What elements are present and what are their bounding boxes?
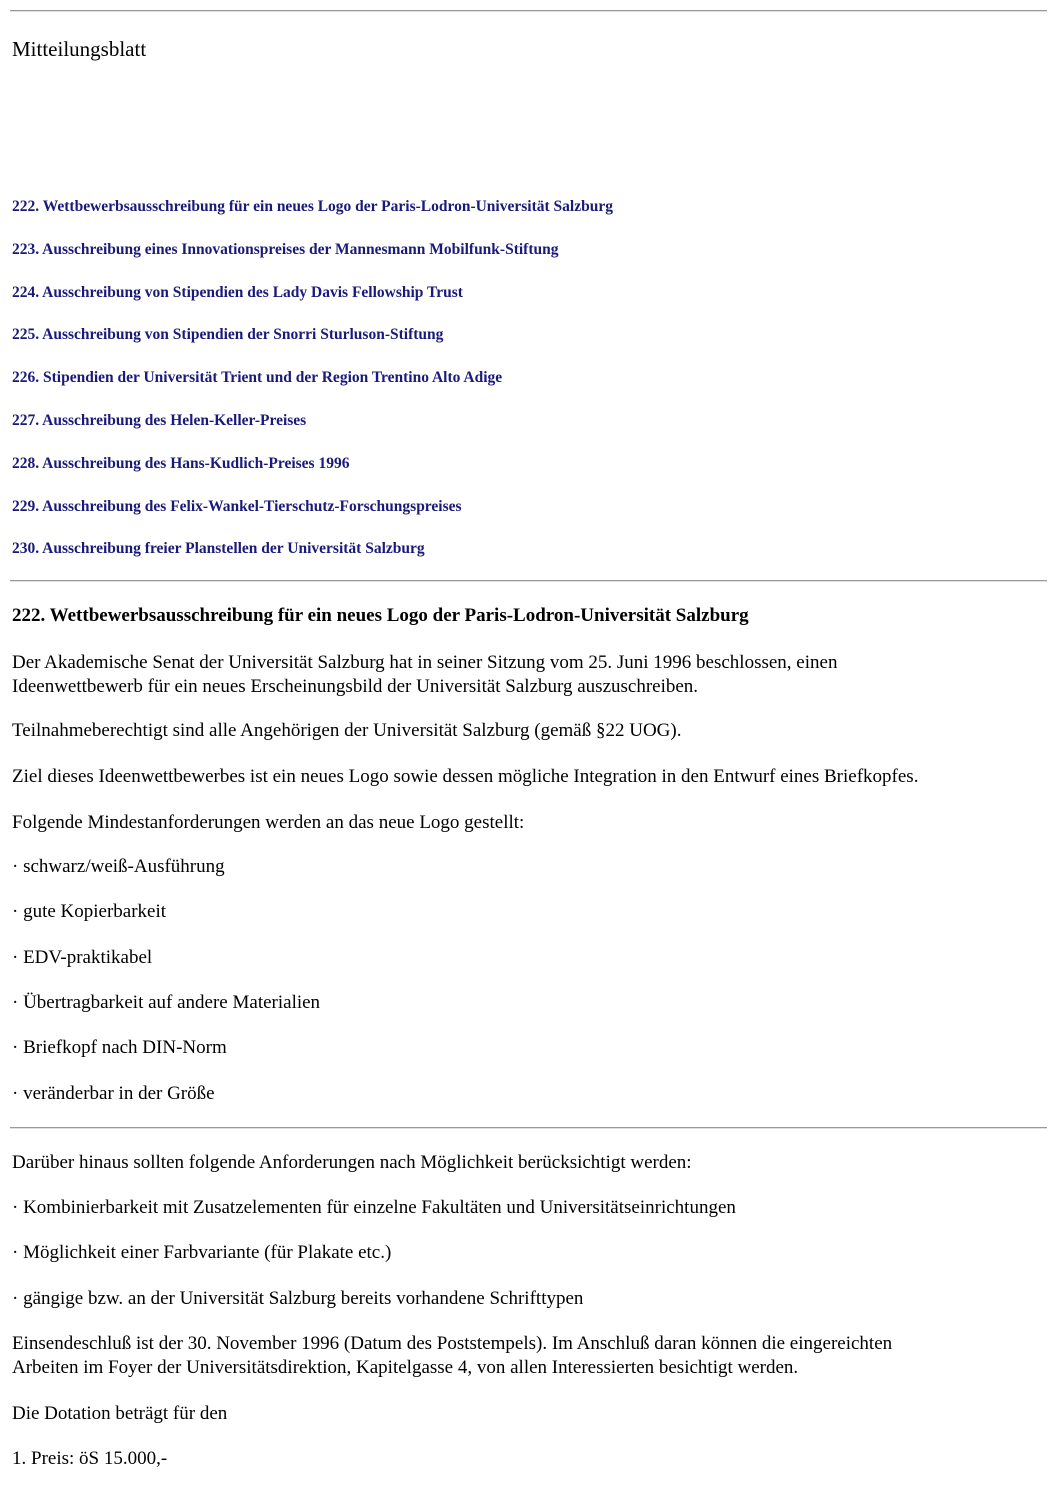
toc-item: [12, 325, 613, 368]
toc-link-229[interactable]: 229. Ausschreibung des Felix-Wankel-Tierschutz-Forschungspreises: [12, 497, 462, 515]
min-requirement-item: · schwarz/weiß-Ausführung: [12, 856, 225, 877]
dotation-text: Die Dotation beträgt für den: [12, 1403, 228, 1424]
page-title: Mitteilungsblatt: [12, 37, 147, 61]
toc-item: [12, 197, 613, 240]
toc-item: [12, 368, 613, 411]
additional-requirement-item: · gängige bzw. an der Universität Salzburg bereits vorhandene Schrifttypen: [12, 1288, 584, 1309]
toc-link-225[interactable]: 225. Ausschreibung von Stipendien der Snorri Sturluson-Stiftung: [12, 326, 444, 344]
table-of-contents: [12, 197, 613, 582]
goal-text: Ziel dieses Ideenwettbewerbes ist ein neues Logo sowie dessen mögliche Integration in den Entwurf eines Briefkopfes.: [12, 766, 919, 787]
intro-line-2: Ideenwettbewerb für ein neues Erscheinungsbild der Universität Salzburg auszuschreiben.: [12, 676, 699, 697]
toc-item: [12, 497, 613, 540]
additional-requirement-item: · Kombinierbarkeit mit Zusatzelementen für einzelne Fakultäten und Universitätseinrichtungen: [12, 1197, 736, 1218]
toc-item: [12, 539, 613, 582]
min-requirement-item: · veränderbar in der Größe: [12, 1083, 215, 1104]
toc-link-223[interactable]: 223. Ausschreibung eines Innovationspreises der Mannesmann Mobilfunk-Stiftung: [12, 240, 559, 258]
min-requirements-intro: Folgende Mindestanforderungen werden an das neue Logo gestellt:: [12, 812, 525, 833]
toc-link-226[interactable]: 226. Stipendien der Universität Trient und der Region Trentino Alto Adige: [12, 369, 503, 387]
section-heading: 222. Wettbewerbsausschreibung für ein neues Logo der Paris-Lodron-Universität Salzburg: [12, 605, 749, 626]
toc-item: [12, 283, 613, 326]
eligibility-text: Teilnahmeberechtigt sind alle Angehörigen der Universität Salzburg (gemäß §22 UOG).: [12, 720, 682, 741]
page-break-divider: [10, 1127, 1047, 1129]
additional-requirements-intro: Darüber hinaus sollten folgende Anforderungen nach Möglichkeit berücksichtigt werden:: [12, 1152, 692, 1173]
min-requirement-item: · EDV-praktikabel: [12, 947, 153, 968]
min-requirement-item: · Briefkopf nach DIN-Norm: [12, 1037, 227, 1058]
toc-link-222[interactable]: 222. Wettbewerbsausschreibung für ein neues Logo der Paris-Lodron-Universität Salzburg: [12, 198, 613, 215]
additional-requirement-item: · Möglichkeit einer Farbvariante (für Plakate etc.): [12, 1242, 392, 1263]
deadline-line-1: Einsendeschluß ist der 30. November 1996 (Datum des Poststempels). Im Anschluß daran können die eingereichten: [12, 1333, 893, 1354]
divider-after-toc: [10, 580, 1047, 582]
toc-link-228[interactable]: 228. Ausschreibung des Hans-Kudlich-Preises 1996: [12, 454, 350, 472]
toc-item: [12, 454, 613, 497]
toc-link-227[interactable]: 227. Ausschreibung des Helen-Keller-Preises: [12, 411, 307, 429]
toc-link-230[interactable]: 230. Ausschreibung freier Planstellen der Universität Salzburg: [12, 540, 425, 558]
min-requirement-item: · gute Kopierbarkeit: [12, 901, 167, 922]
toc-item: [12, 411, 613, 454]
toc-link-224[interactable]: 224. Ausschreibung von Stipendien des Lady Davis Fellowship Trust: [12, 283, 463, 301]
min-requirement-item: · Übertragbarkeit auf andere Materialien: [12, 992, 321, 1013]
prize-1-text: 1. Preis: öS 15.000,-: [12, 1448, 168, 1469]
deadline-line-2: Arbeiten im Foyer der Universitätsdirektion, Kapitelgasse 4, von allen Interessierten besichtigt werden.: [12, 1357, 799, 1378]
toc-item: [12, 240, 613, 283]
intro-line-1: Der Akademische Senat der Universität Salzburg hat in seiner Sitzung vom 25. Juni 1996 beschlossen, einen: [12, 652, 838, 673]
top-rule: [10, 10, 1047, 12]
